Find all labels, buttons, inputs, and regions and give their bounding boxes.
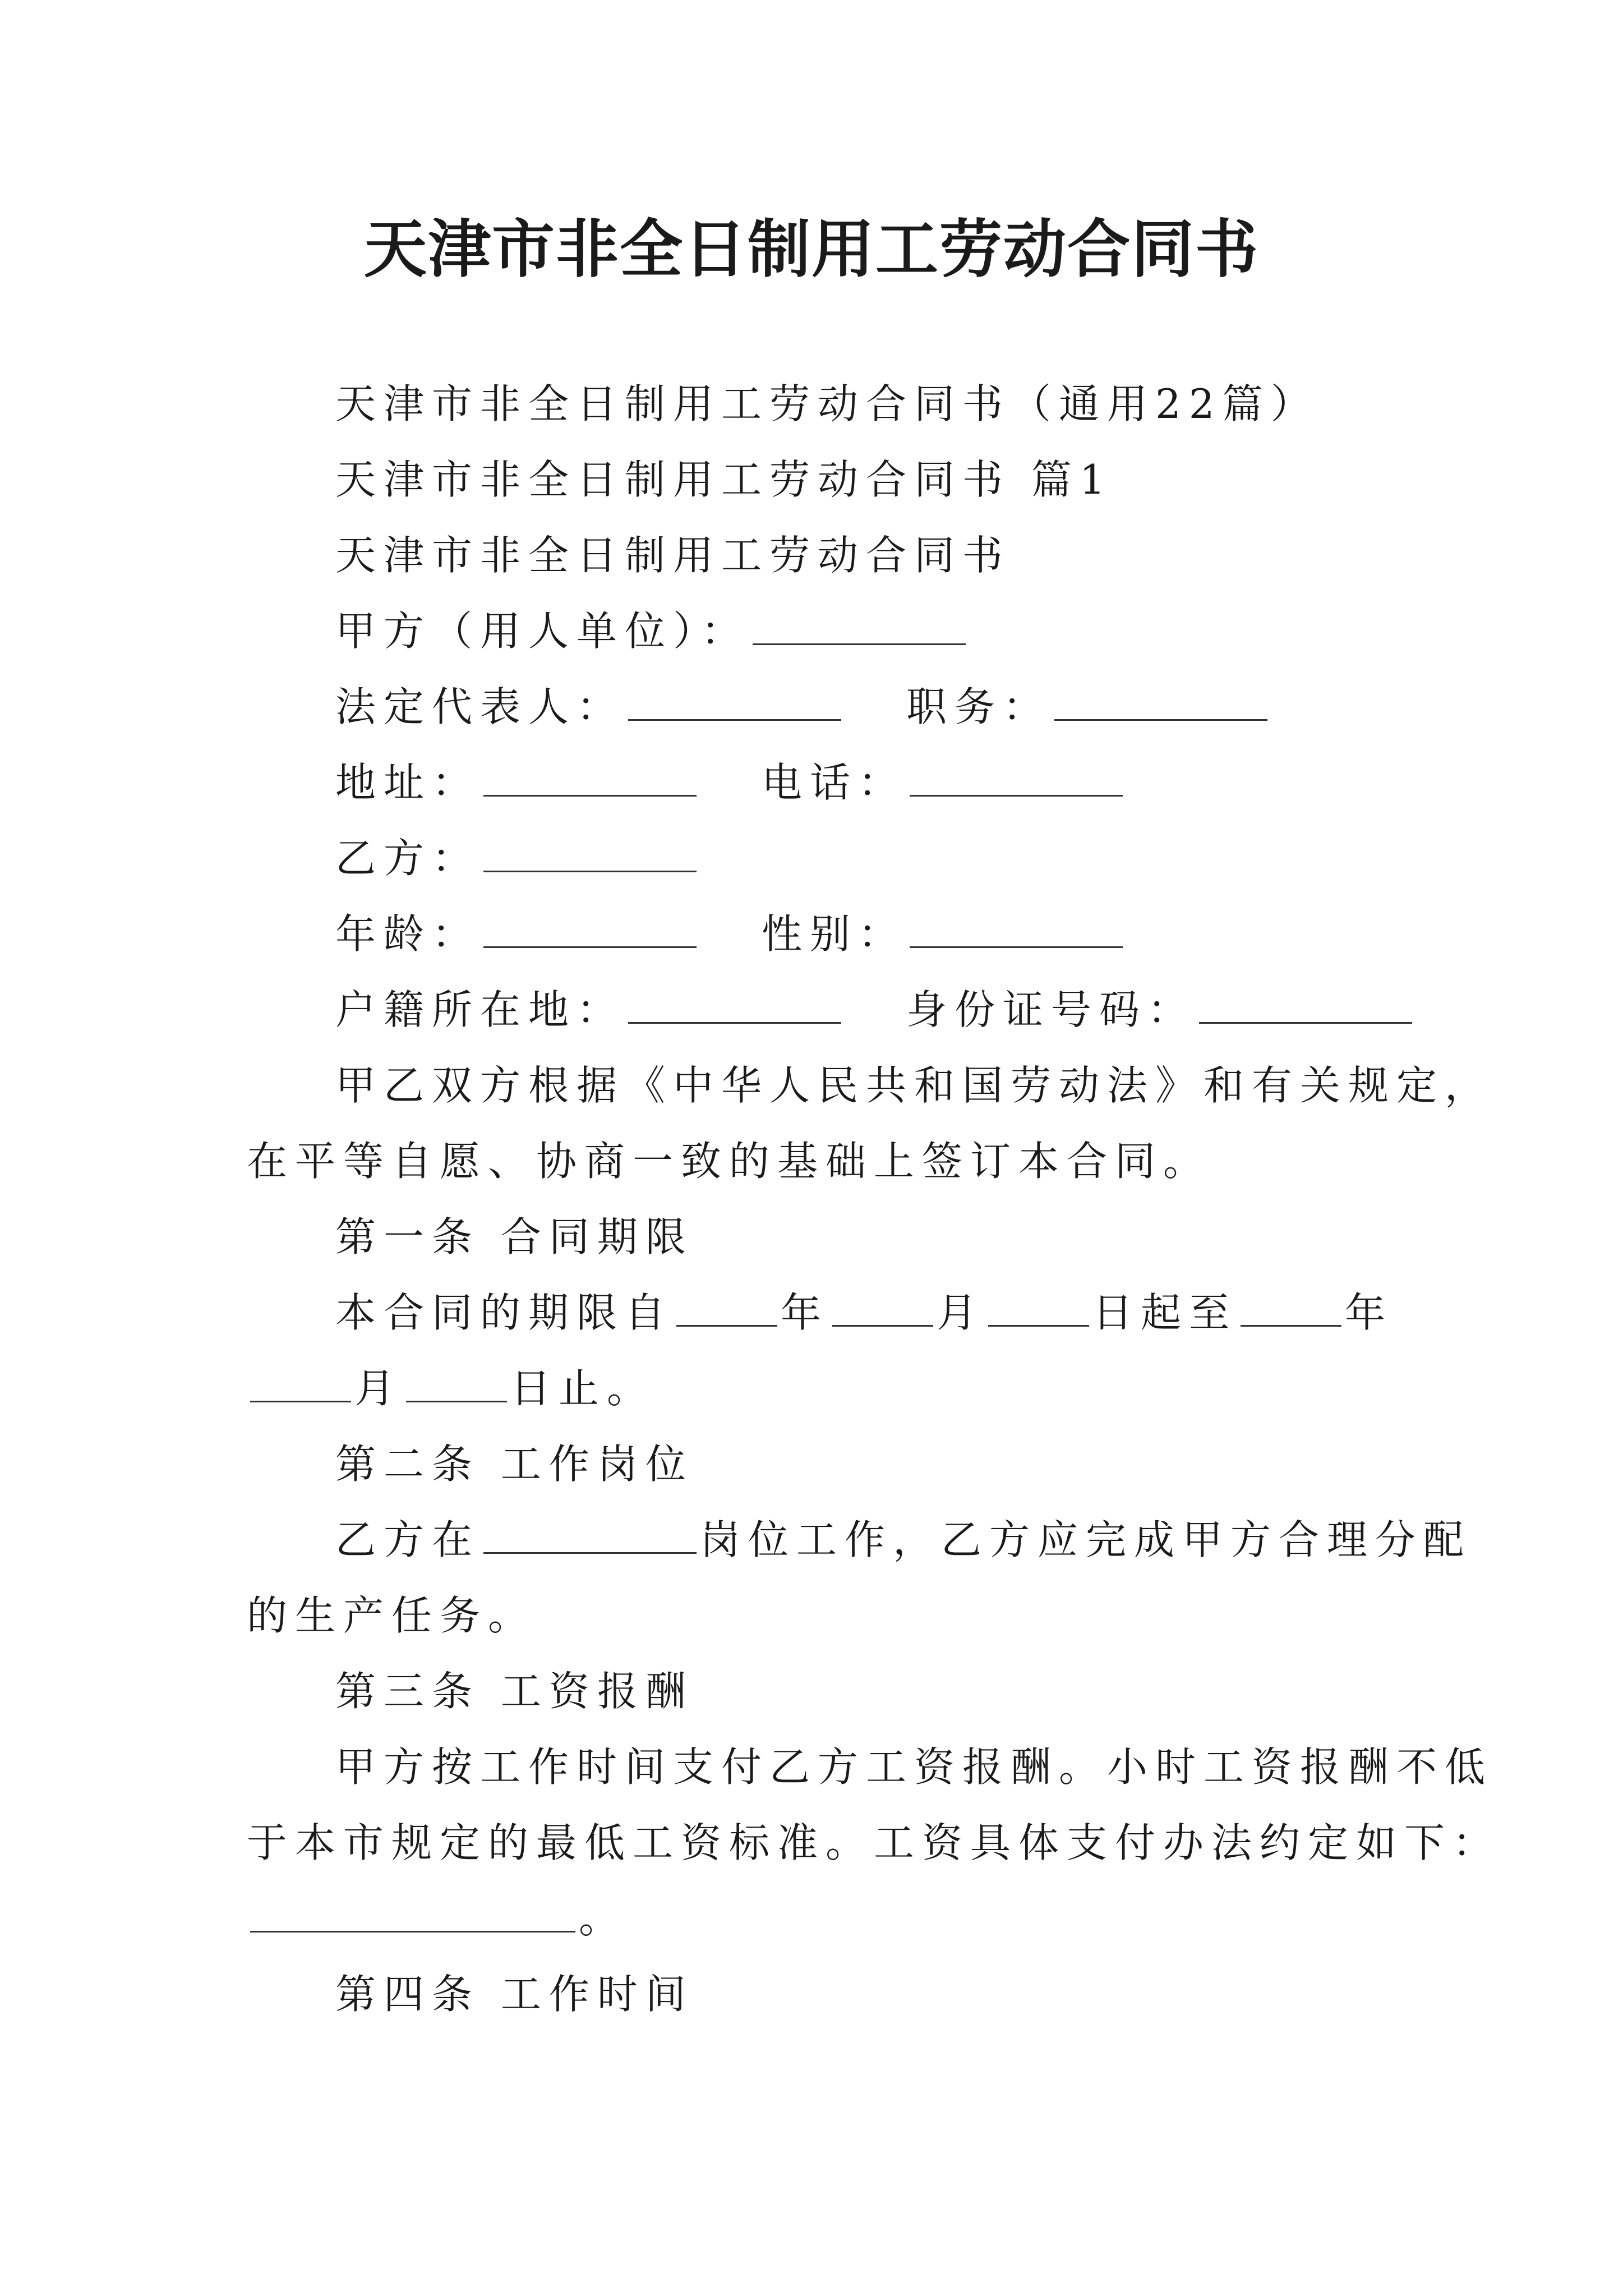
article-3-title-text: 第三条 工资报酬: [335, 1668, 694, 1715]
party-b-blank: [483, 831, 697, 872]
section-heading-text: 天津市非全日制用工劳动合同书 篇1: [335, 456, 1113, 503]
article-3-text-b: 于本市规定的最低工资标准。工资具体支付办法约定如下：: [247, 1819, 1501, 1866]
address-label: 地址：: [335, 759, 481, 806]
article-1-line-1: [0, 1285, 1623, 1341]
end-year-blank: [1241, 1286, 1341, 1327]
month-label: 月: [937, 1289, 985, 1336]
party-b-label: 乙方：: [335, 835, 481, 882]
start-day-blank: [988, 1286, 1089, 1327]
household-label: 户籍所在地：: [335, 986, 625, 1033]
day-to-label: 日止。: [510, 1365, 656, 1412]
party-a-blank: [753, 604, 966, 645]
phone-label: 电话：: [762, 759, 907, 806]
article-3-text-a: 甲方按工作时间支付乙方工资报酬。小时工资报酬不低: [335, 1743, 1493, 1791]
id-number-label: 身份证号码：: [906, 986, 1196, 1033]
start-month-blank: [832, 1286, 933, 1327]
id-number-blank: [1199, 983, 1412, 1024]
subtitle-text: 天津市非全日制用工劳动合同书（通用22篇）: [335, 380, 1319, 427]
article-3-line-1: [0, 1739, 1623, 1795]
position-label: 职务：: [906, 683, 1052, 730]
payment-method-blank: [250, 1892, 575, 1932]
position-blank: [1054, 680, 1267, 721]
age-blank: [483, 907, 697, 948]
party-a-label: 甲方（用人单位）：: [335, 608, 750, 655]
end-month-label: 月: [354, 1365, 403, 1412]
phone-blank: [910, 756, 1123, 797]
day-from-label: 日起至: [1092, 1289, 1238, 1336]
year-label: 年: [781, 1289, 829, 1336]
legal-rep-label: 法定代表人：: [335, 683, 625, 730]
end-year-label: 年: [1345, 1289, 1394, 1336]
contract-name-text: 天津市非全日制用工劳动合同书: [335, 532, 1011, 579]
article-2-line-1: [0, 1512, 1623, 1568]
article-2-text-c: 的生产任务。: [247, 1592, 537, 1639]
end-day-blank: [406, 1361, 507, 1402]
address-blank: [483, 756, 697, 797]
start-year-blank: [676, 1286, 777, 1327]
age-label: 年龄：: [335, 910, 481, 958]
household-blank: [628, 983, 841, 1024]
preamble-line-1: [0, 1057, 1623, 1114]
age-line: [0, 906, 1623, 962]
article-2-line-2: [0, 1588, 1623, 1644]
preamble-text-1: 甲乙双方根据《中华人民共和国劳动法》和有关规定，: [335, 1062, 1493, 1109]
job-post-blank: [483, 1513, 697, 1554]
article-2-text-b: 岗位工作，乙方应完成甲方合理分配: [700, 1516, 1472, 1563]
article-1-title-text: 第一条 合同期限: [335, 1213, 694, 1260]
section-heading-line: [0, 452, 1623, 508]
article-1-title: [0, 1209, 1623, 1265]
gender-blank: [910, 907, 1123, 948]
legal-rep-blank: [628, 680, 841, 721]
household-line: [0, 982, 1623, 1038]
party-b-line: [0, 830, 1623, 886]
legal-rep-line: [0, 679, 1623, 735]
document-title: 天津市非全日制用工劳动合同书: [364, 213, 1259, 286]
article-2-text-a: 乙方在: [335, 1516, 481, 1563]
address-line: [0, 754, 1623, 811]
party-a-line: [0, 603, 1623, 659]
article-4-title-text: 第四条 工作时间: [335, 1971, 694, 2018]
contract-name-line: [0, 527, 1623, 583]
article-3-title: [0, 1663, 1623, 1719]
preamble-line-2: [0, 1133, 1623, 1189]
end-month-blank: [250, 1361, 351, 1402]
term-from-label: 本合同的期限自: [335, 1289, 674, 1336]
article-3-line-2: [0, 1815, 1623, 1871]
article-3-text-c: 。: [579, 1895, 628, 1942]
gender-label: 性别：: [762, 910, 907, 958]
article-1-line-2: [0, 1360, 1623, 1416]
subtitle-line: [0, 376, 1623, 432]
article-2-title-text: 第二条 工作岗位: [335, 1441, 694, 1488]
article-2-title: [0, 1436, 1623, 1492]
preamble-text-2: 在平等自愿、协商一致的基础上签订本合同。: [247, 1138, 1212, 1185]
article-4-title: [0, 1966, 1623, 2022]
article-3-line-3: [0, 1890, 1623, 1947]
